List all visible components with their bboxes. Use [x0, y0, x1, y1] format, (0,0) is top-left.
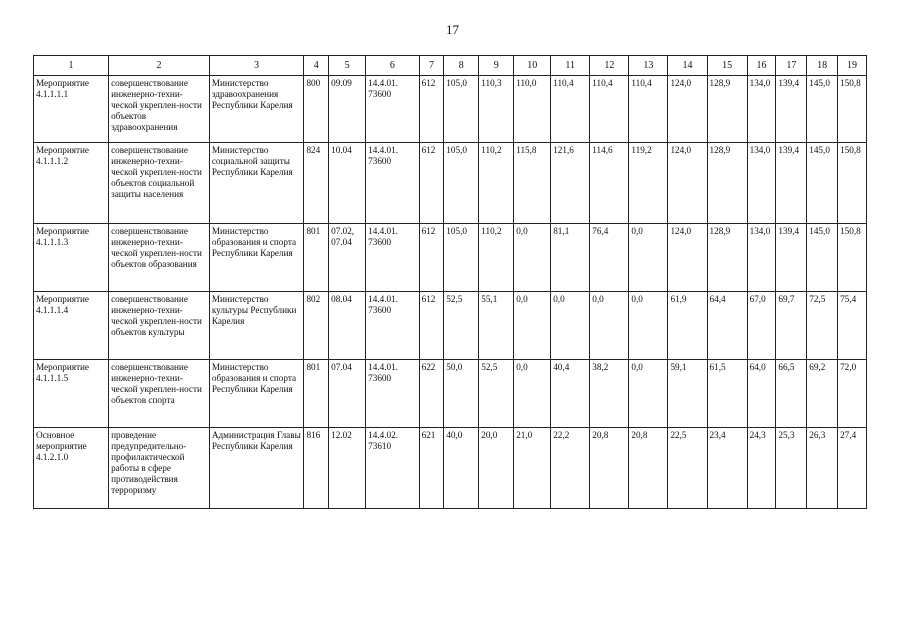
- value-cell: 0,0: [514, 224, 551, 292]
- value-cell: 14.4.01. 73600: [366, 224, 419, 292]
- column-header: 5: [329, 56, 366, 76]
- description-cell: совершенствование инженерно-техни-ческой укреплен-ности объектов спорта: [109, 360, 210, 428]
- value-cell: 59,1: [668, 360, 707, 428]
- executor-cell: Администрация Главы Республики Карелия: [209, 428, 304, 509]
- value-cell: 124,0: [668, 143, 707, 224]
- column-header: 10: [514, 56, 551, 76]
- measure-cell: Основное мероприятие 4.1.2.1.0: [34, 428, 109, 509]
- value-cell: 27,4: [838, 428, 867, 509]
- value-cell: 09.09: [329, 76, 366, 143]
- value-cell: 105,0: [444, 224, 479, 292]
- column-header: 12: [590, 56, 629, 76]
- table-row: [34, 428, 867, 509]
- value-cell: 128,9: [707, 224, 747, 292]
- value-cell: 20,0: [479, 428, 514, 509]
- value-cell: 14.4.01. 73600: [366, 360, 419, 428]
- value-cell: 64,0: [747, 360, 776, 428]
- value-cell: 110,4: [629, 76, 668, 143]
- value-cell: 69,7: [776, 292, 807, 360]
- value-cell: 110,2: [479, 143, 514, 224]
- value-cell: 14.4.01. 73600: [366, 143, 419, 224]
- column-header: 7: [419, 56, 444, 76]
- value-cell: 21,0: [514, 428, 551, 509]
- column-header: 14: [668, 56, 707, 76]
- value-cell: 134,0: [747, 224, 776, 292]
- value-cell: 0,0: [629, 360, 668, 428]
- value-cell: 145,0: [807, 76, 838, 143]
- header-row: [34, 56, 867, 76]
- value-cell: 801: [304, 360, 329, 428]
- value-cell: 61,9: [668, 292, 707, 360]
- value-cell: 0,0: [590, 292, 629, 360]
- value-cell: 07.04: [329, 360, 366, 428]
- executor-cell: Министерство социальной защиты Республики Карелия: [209, 143, 304, 224]
- table-row: [34, 76, 867, 143]
- value-cell: 07.02, 07.04: [329, 224, 366, 292]
- value-cell: 128,9: [707, 76, 747, 143]
- table-row: [34, 360, 867, 428]
- value-cell: 110,3: [479, 76, 514, 143]
- value-cell: 612: [419, 292, 444, 360]
- value-cell: 40,4: [551, 360, 590, 428]
- value-cell: 0,0: [551, 292, 590, 360]
- value-cell: 14.4.01. 73600: [366, 76, 419, 143]
- column-header: 8: [444, 56, 479, 76]
- value-cell: 150,8: [838, 143, 867, 224]
- value-cell: 121,6: [551, 143, 590, 224]
- column-header: 18: [807, 56, 838, 76]
- description-cell: совершенствование инженерно-техни-ческой укреплен-ности объектов здравоохранения: [109, 76, 210, 143]
- value-cell: 114,6: [590, 143, 629, 224]
- executor-cell: Министерство образования и спорта Республики Карелия: [209, 224, 304, 292]
- value-cell: 0,0: [514, 360, 551, 428]
- value-cell: 26,3: [807, 428, 838, 509]
- value-cell: 145,0: [807, 224, 838, 292]
- table-row: [34, 143, 867, 224]
- value-cell: 105,0: [444, 143, 479, 224]
- description-cell: проведение предупредительно-профилактической работы в сфере противодействия терроризму: [109, 428, 210, 509]
- value-cell: 612: [419, 224, 444, 292]
- executor-cell: Министерство здравоохранения Республики Карелия: [209, 76, 304, 143]
- column-header: 15: [707, 56, 747, 76]
- value-cell: 800: [304, 76, 329, 143]
- value-cell: 76,4: [590, 224, 629, 292]
- value-cell: 50,0: [444, 360, 479, 428]
- value-cell: 23,4: [707, 428, 747, 509]
- value-cell: 75,4: [838, 292, 867, 360]
- value-cell: 612: [419, 143, 444, 224]
- value-cell: 824: [304, 143, 329, 224]
- value-cell: 150,8: [838, 224, 867, 292]
- value-cell: 816: [304, 428, 329, 509]
- table-row: [34, 292, 867, 360]
- value-cell: 14.4.01. 73600: [366, 292, 419, 360]
- value-cell: 22,2: [551, 428, 590, 509]
- value-cell: 0,0: [514, 292, 551, 360]
- value-cell: 128,9: [707, 143, 747, 224]
- value-cell: 25,3: [776, 428, 807, 509]
- executor-cell: Министерство культуры Республики Карелия: [209, 292, 304, 360]
- value-cell: 12.02: [329, 428, 366, 509]
- budget-table: [33, 55, 867, 509]
- value-cell: 124,0: [668, 76, 707, 143]
- value-cell: 24,3: [747, 428, 776, 509]
- value-cell: 115,8: [514, 143, 551, 224]
- value-cell: 139,4: [776, 224, 807, 292]
- value-cell: 110,4: [590, 76, 629, 143]
- value-cell: 0,0: [629, 224, 668, 292]
- column-header: 1: [34, 56, 109, 76]
- value-cell: 145,0: [807, 143, 838, 224]
- value-cell: 802: [304, 292, 329, 360]
- value-cell: 64,4: [707, 292, 747, 360]
- value-cell: 134,0: [747, 143, 776, 224]
- value-cell: 38,2: [590, 360, 629, 428]
- value-cell: 61,5: [707, 360, 747, 428]
- value-cell: 105,0: [444, 76, 479, 143]
- column-header: 19: [838, 56, 867, 76]
- value-cell: 52,5: [444, 292, 479, 360]
- column-header: 2: [109, 56, 210, 76]
- value-cell: 119,2: [629, 143, 668, 224]
- column-header: 9: [479, 56, 514, 76]
- measure-cell: Мероприятие 4.1.1.1.3: [34, 224, 109, 292]
- value-cell: 66,5: [776, 360, 807, 428]
- value-cell: 139,4: [776, 76, 807, 143]
- value-cell: 20,8: [590, 428, 629, 509]
- value-cell: 622: [419, 360, 444, 428]
- column-header: 11: [551, 56, 590, 76]
- description-cell: совершенствование инженерно-техни-ческой укреплен-ности объектов социальной защиты населения: [109, 143, 210, 224]
- value-cell: 08.04: [329, 292, 366, 360]
- value-cell: 801: [304, 224, 329, 292]
- measure-cell: Мероприятие 4.1.1.1.5: [34, 360, 109, 428]
- page-number: 17: [446, 22, 459, 37]
- value-cell: 150,8: [838, 76, 867, 143]
- column-header: 6: [366, 56, 419, 76]
- value-cell: 124,0: [668, 224, 707, 292]
- value-cell: 612: [419, 76, 444, 143]
- value-cell: 110,4: [551, 76, 590, 143]
- column-header: 4: [304, 56, 329, 76]
- value-cell: 22,5: [668, 428, 707, 509]
- value-cell: 40,0: [444, 428, 479, 509]
- executor-cell: Министерство образования и спорта Республики Карелия: [209, 360, 304, 428]
- description-cell: совершенствование инженерно-техни-ческой укреплен-ности объектов культуры: [109, 292, 210, 360]
- column-header: 3: [209, 56, 304, 76]
- value-cell: 14.4.02. 73610: [366, 428, 419, 509]
- value-cell: 10.04: [329, 143, 366, 224]
- column-header: 17: [776, 56, 807, 76]
- value-cell: 55,1: [479, 292, 514, 360]
- value-cell: 139,4: [776, 143, 807, 224]
- value-cell: 52,5: [479, 360, 514, 428]
- value-cell: 69,2: [807, 360, 838, 428]
- value-cell: 81,1: [551, 224, 590, 292]
- description-cell: совершенствование инженерно-техни-ческой укреплен-ности объектов образования: [109, 224, 210, 292]
- measure-cell: Мероприятие 4.1.1.1.2: [34, 143, 109, 224]
- value-cell: 110,2: [479, 224, 514, 292]
- value-cell: 110,0: [514, 76, 551, 143]
- value-cell: 134,0: [747, 76, 776, 143]
- measure-cell: Мероприятие 4.1.1.1.1: [34, 76, 109, 143]
- value-cell: 621: [419, 428, 444, 509]
- value-cell: 20,8: [629, 428, 668, 509]
- value-cell: 72,5: [807, 292, 838, 360]
- value-cell: 67,0: [747, 292, 776, 360]
- measure-cell: Мероприятие 4.1.1.1.4: [34, 292, 109, 360]
- column-header: 16: [747, 56, 776, 76]
- table-row: [34, 224, 867, 292]
- value-cell: 0,0: [629, 292, 668, 360]
- value-cell: 72,0: [838, 360, 867, 428]
- column-header: 13: [629, 56, 668, 76]
